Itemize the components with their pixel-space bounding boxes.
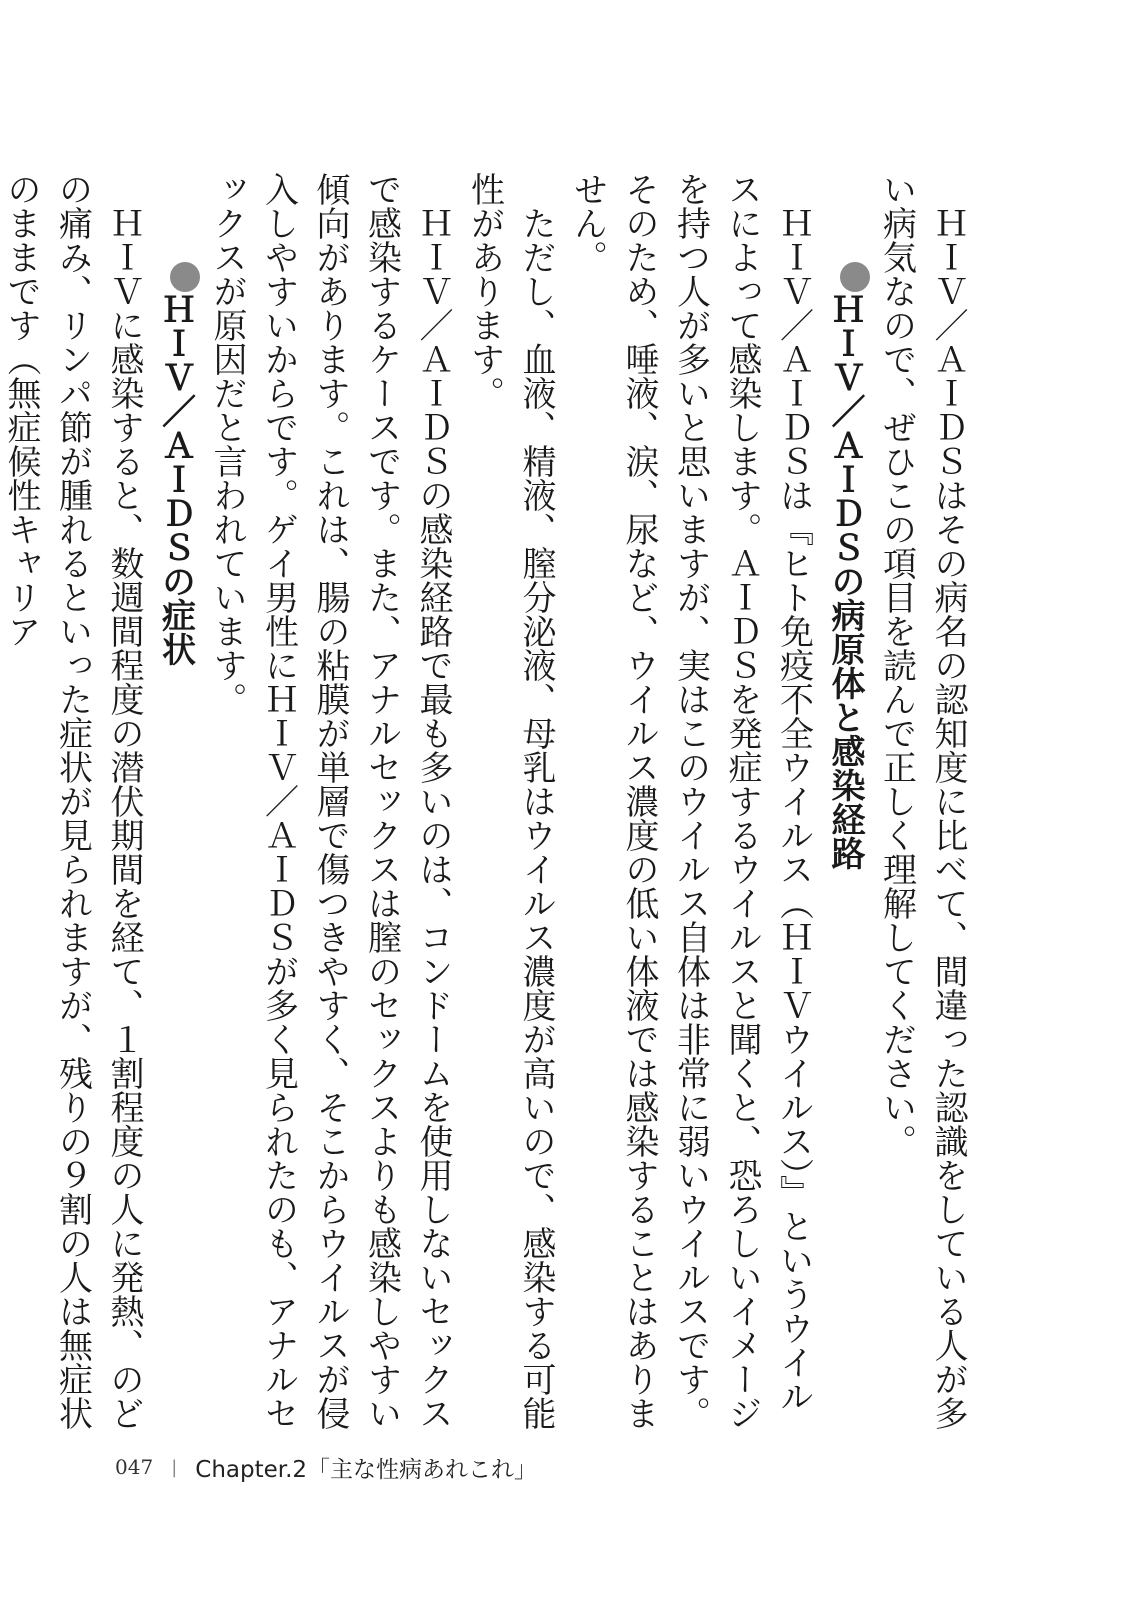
section-heading-symptoms — [149, 172, 201, 1442]
pathogen-paragraph-1: ＨＩＶ／ＡＩＤＳは『ヒト免疫不全ウイルス（ＨＩＶウイルス）』というウイルスによって感染します。ＡＩＤＳを発症するウイルスと聞くと、恐ろしいイメージを持つ人が多いと思いますが、実はこのウイルス自体は非常に弱いウイルスです。そのため、唾液、涙、尿など、ウイルス濃度の低い体液では感染することはありません。 — [567, 172, 814, 1430]
section-heading-pathogen — [819, 172, 871, 1442]
intro-line-1: ＨＩＶ／ＡＩＤＳはその病名の認知度に比べて、間違った認識をしている人が多い病気なので、 — [876, 172, 968, 1430]
pathogen-paragraph-3: ＨＩＶ／ＡＩＤＳの感染経路で最も多いのは、コンドームを使用しないセックスで感染するケースです。また、アナルセックスは膣のセックスよりも感染しやすい傾向があります。これは、腸の粘膜が単層で傷つきやすく、そこからウイルスが侵入しやすいからです。ゲイ男性にＨＩＶ／ＡＩＤＳが多く見られたのも、アナルセックスが原因だと言われています。 — [207, 172, 453, 1430]
intro-paragraph — [870, 172, 973, 1442]
section-heading-pathogen-text: ＨＩＶ／ＡＩＤＳの病原体と感染経路 — [825, 292, 865, 870]
chapter-title: Chapter.2「主な性病あれこれ」 — [195, 1456, 538, 1483]
symptoms-paragraph-1: ＨＩＶに感染すると、数週間程度の潜伏期間を経て、１割程度の人に発熱、のどの痛み、リンパ節が腫れるといった症状が見られますが、残りの９割の人は無症状のままです（無症候性キャリア — [1, 172, 144, 1430]
page-footer — [115, 1450, 537, 1484]
pathogen-paragraph-2: ただし、血液、精液、膣分泌液、母乳はウイルス濃度が高いので、感染する可能性があります。 — [464, 172, 556, 1430]
section-heading-symptoms-text: ＨＩＶ／ＡＩＤＳの症状 — [155, 292, 196, 666]
filled-circle-icon — [840, 262, 870, 292]
intro-line-2: ぜひこの項目を読んで正しく理解してください。 — [876, 410, 917, 1158]
page-number: 047 — [115, 1455, 154, 1479]
vertical-text-body — [1, 172, 973, 1442]
footer-separator: | — [171, 1456, 178, 1478]
filled-circle-icon — [170, 262, 200, 292]
